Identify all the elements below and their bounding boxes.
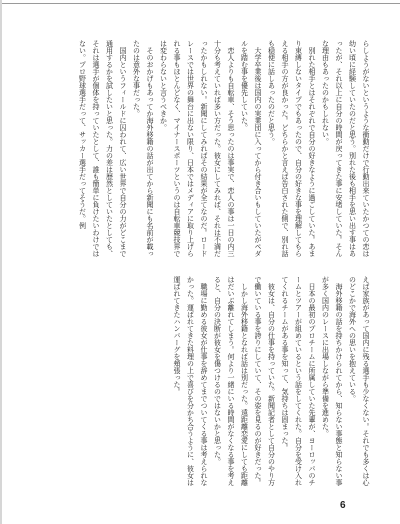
lower-paragraph-6: 職場に勤める彼女が仕事を辞めてまでついてくる事は考えられなかった。運ばれてきた料理の上で喜びを分かち合うように、彼女は運ばれてきたハンバーグを頬張った。	[173, 276, 208, 486]
upper-paragraph-5: そのおかげもあってか海外移籍の話が出てから新聞にも名前が載ったのは意外な事だった。	[132, 40, 154, 257]
scan-left-edge-shadow	[0, 0, 2, 524]
lower-paragraph-4: 彼女は、自分の仕事を持っていた。新聞記者として自分のやり方で働いている事を誇りにしていて、その姿を見るのが好きだった。	[254, 276, 276, 486]
upper-text-block	[34, 40, 372, 258]
lower-text-block	[34, 276, 372, 490]
upper-paragraph-4: 恋人よりも自転車、そう思ったのは事実で、恋人の事は一日の内三十分も考えていれば多い方だった。彼女にしてみれば、それは不満だったかもしれない。新聞にしてみればその結果が全てなのだ。ロードレースでは世界の舞台に出ない限り、日本ではメディアに取り上げられる事もほとんどなく、マイナースポーツというのは自転車競技界では変わらないと言うべきか。	[159, 40, 235, 257]
lower-paragraph-2: 海外移籍の話を持ちかけられてから、知らない事態と知らない事が多く国内のレースに出場しながら準備を進めた。	[321, 276, 343, 486]
lower-paragraph-1: えば家族があって国内に残る選手も少なくない。それでも多くは心のどこかで海外への思いを抱えている。	[348, 276, 370, 486]
scan-top-edge-line	[0, 3, 400, 4]
page-number: 6	[340, 500, 346, 511]
upper-paragraph-1: らしようがないというような衝動だけで行動出来ていたかつての恋は幼い頃に経験していたのだと思う。別れた後も相手を思い出す事はあったが、それ以上に自分の時間が戻ってきた事に安堵していた。そんな理由もあったのかもしれない。	[321, 40, 370, 257]
lower-paragraph-3: 日本の最初のプロチームに所属していた先輩が、ヨーロッパのチームとツアーが組めているという話をしてくれた。自分を受け入れてくれるチームがある事を知って、気持ちは固まった。	[281, 276, 316, 486]
upper-paragraph-6: 国内というフィールドに囚われて、広い世界で自分の力がどこまで通用するかを試したいと思った。力の差は歴然としていたとしても、それは選手が個体を持っていたとして、誰も簡単に負けたいわけではない。プロ野球選手だって、サッカー選手だってそうだ。例	[78, 40, 127, 257]
lower-paragraph-5: しかし海外移籍となれば話は別だった。遠距離恋愛にしても距離はだいぶ離れてしまう。何より一緒にいる時間がなくなる事を考えると、自分の決断が彼女を傷つけるのではないかと思った。	[213, 276, 249, 486]
upper-paragraph-2: 別れた相手とはそれぞれで自分の好きなように過ごしていた。あまり束縛しないタイプでもあったので、自分の好きな事を理解してもらえる相手の方が良かった。どちらかと言えば告白された側で、別れ話も穏便に話しあったのだと思う。	[267, 40, 316, 257]
upper-paragraph-3: 大学卒業後は国内の実業団に入ってから付き合いもしていたがペダルを踏む事を優先していた。	[240, 40, 262, 257]
